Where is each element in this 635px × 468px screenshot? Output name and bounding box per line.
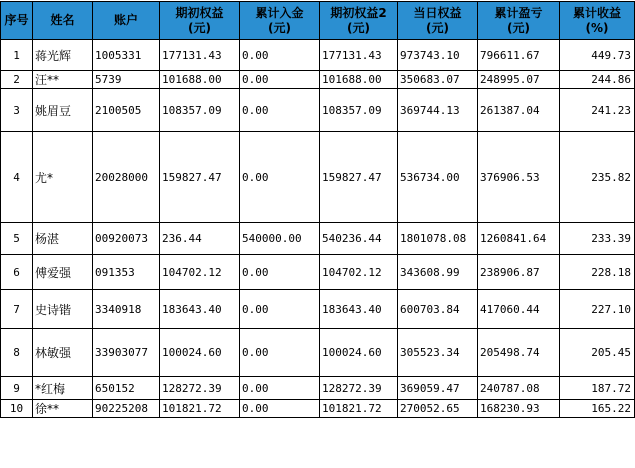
cell-cumulative-return: 244.86 bbox=[560, 71, 635, 89]
cell-cumulative-deposit: 0.00 bbox=[240, 290, 320, 329]
cell-name: 林敏强 bbox=[33, 329, 93, 377]
cell-account: 90225208 bbox=[93, 400, 160, 418]
header-cumulative-pnl: 累计盈亏 (元) bbox=[478, 2, 560, 40]
cell-account: 20028000 bbox=[93, 132, 160, 223]
table-row bbox=[1, 329, 635, 377]
cell-initial-equity-2: 159827.47 bbox=[320, 132, 398, 223]
cell-cumulative-deposit: 0.00 bbox=[240, 89, 320, 132]
cell-account: 00920073 bbox=[93, 223, 160, 255]
cell-name: 蒋光辉 bbox=[33, 40, 93, 71]
cell-initial-equity: 236.44 bbox=[160, 223, 240, 255]
cell-account: 3340918 bbox=[93, 290, 160, 329]
cell-seq: 4 bbox=[1, 132, 33, 223]
cell-daily-equity: 343608.99 bbox=[398, 255, 478, 290]
cell-cumulative-pnl: 240787.08 bbox=[478, 377, 560, 400]
cell-initial-equity-2: 100024.60 bbox=[320, 329, 398, 377]
cell-name: 史诗锴 bbox=[33, 290, 93, 329]
cell-cumulative-return: 449.73 bbox=[560, 40, 635, 71]
cell-seq: 2 bbox=[1, 71, 33, 89]
cell-cumulative-return: 233.39 bbox=[560, 223, 635, 255]
header-row bbox=[1, 2, 635, 40]
table-row bbox=[1, 377, 635, 400]
cell-initial-equity: 101688.00 bbox=[160, 71, 240, 89]
cell-initial-equity: 100024.60 bbox=[160, 329, 240, 377]
cell-cumulative-pnl: 238906.87 bbox=[478, 255, 560, 290]
cell-name: 徐** bbox=[33, 400, 93, 418]
table-row bbox=[1, 223, 635, 255]
cell-account: 2100505 bbox=[93, 89, 160, 132]
cell-cumulative-pnl: 168230.93 bbox=[478, 400, 560, 418]
cell-cumulative-return: 227.10 bbox=[560, 290, 635, 329]
cell-name: 尤* bbox=[33, 132, 93, 223]
cell-initial-equity: 183643.40 bbox=[160, 290, 240, 329]
cell-cumulative-pnl: 376906.53 bbox=[478, 132, 560, 223]
cell-initial-equity-2: 177131.43 bbox=[320, 40, 398, 71]
cell-daily-equity: 305523.34 bbox=[398, 329, 478, 377]
header-initial-equity: 期初权益 (元) bbox=[160, 2, 240, 40]
header-name: 姓名 bbox=[33, 2, 93, 40]
cell-initial-equity-2: 101688.00 bbox=[320, 71, 398, 89]
cell-name: *红梅 bbox=[33, 377, 93, 400]
cell-cumulative-pnl: 205498.74 bbox=[478, 329, 560, 377]
cell-cumulative-pnl: 417060.44 bbox=[478, 290, 560, 329]
cell-initial-equity: 108357.09 bbox=[160, 89, 240, 132]
cell-initial-equity-2: 183643.40 bbox=[320, 290, 398, 329]
table-row bbox=[1, 71, 635, 89]
table-row bbox=[1, 132, 635, 223]
cell-seq: 6 bbox=[1, 255, 33, 290]
header-seq: 序号 bbox=[1, 2, 33, 40]
cell-seq: 7 bbox=[1, 290, 33, 329]
cell-name: 杨湛 bbox=[33, 223, 93, 255]
cell-daily-equity: 350683.07 bbox=[398, 71, 478, 89]
header-initial-equity-2: 期初权益2 (元) bbox=[320, 2, 398, 40]
cell-cumulative-pnl: 1260841.64 bbox=[478, 223, 560, 255]
cell-cumulative-return: 241.23 bbox=[560, 89, 635, 132]
cell-daily-equity: 369744.13 bbox=[398, 89, 478, 132]
cell-daily-equity: 270052.65 bbox=[398, 400, 478, 418]
cell-cumulative-deposit: 0.00 bbox=[240, 329, 320, 377]
cell-cumulative-deposit: 0.00 bbox=[240, 377, 320, 400]
cell-daily-equity: 536734.00 bbox=[398, 132, 478, 223]
cell-initial-equity-2: 101821.72 bbox=[320, 400, 398, 418]
cell-cumulative-deposit: 0.00 bbox=[240, 400, 320, 418]
cell-account: 091353 bbox=[93, 255, 160, 290]
cell-initial-equity-2: 540236.44 bbox=[320, 223, 398, 255]
cell-cumulative-pnl: 248995.07 bbox=[478, 71, 560, 89]
cell-seq: 1 bbox=[1, 40, 33, 71]
cell-cumulative-deposit: 540000.00 bbox=[240, 223, 320, 255]
cell-initial-equity-2: 104702.12 bbox=[320, 255, 398, 290]
header-cumulative-return: 累计收益 (%) bbox=[560, 2, 635, 40]
header-cumulative-deposit: 累计入金 (元) bbox=[240, 2, 320, 40]
cell-name: 姚眉豆 bbox=[33, 89, 93, 132]
cell-cumulative-deposit: 0.00 bbox=[240, 132, 320, 223]
cell-cumulative-return: 187.72 bbox=[560, 377, 635, 400]
cell-seq: 8 bbox=[1, 329, 33, 377]
cell-cumulative-pnl: 796611.67 bbox=[478, 40, 560, 71]
cell-seq: 3 bbox=[1, 89, 33, 132]
cell-initial-equity: 101821.72 bbox=[160, 400, 240, 418]
cell-cumulative-return: 165.22 bbox=[560, 400, 635, 418]
cell-daily-equity: 600703.84 bbox=[398, 290, 478, 329]
cell-initial-equity: 177131.43 bbox=[160, 40, 240, 71]
cell-cumulative-return: 205.45 bbox=[560, 329, 635, 377]
header-account: 账户 bbox=[93, 2, 160, 40]
table-row bbox=[1, 400, 635, 418]
cell-cumulative-deposit: 0.00 bbox=[240, 255, 320, 290]
cell-account: 5739 bbox=[93, 71, 160, 89]
cell-name: 汪** bbox=[33, 71, 93, 89]
cell-daily-equity: 1801078.08 bbox=[398, 223, 478, 255]
cell-cumulative-deposit: 0.00 bbox=[240, 40, 320, 71]
table-row bbox=[1, 40, 635, 71]
cell-account: 1005331 bbox=[93, 40, 160, 71]
cell-name: 傅爱强 bbox=[33, 255, 93, 290]
cell-seq: 5 bbox=[1, 223, 33, 255]
table-row bbox=[1, 89, 635, 132]
header-daily-equity: 当日权益 (元) bbox=[398, 2, 478, 40]
cell-initial-equity: 159827.47 bbox=[160, 132, 240, 223]
cell-cumulative-return: 228.18 bbox=[560, 255, 635, 290]
cell-seq: 9 bbox=[1, 377, 33, 400]
cell-cumulative-return: 235.82 bbox=[560, 132, 635, 223]
cell-initial-equity: 128272.39 bbox=[160, 377, 240, 400]
cell-account: 650152 bbox=[93, 377, 160, 400]
cell-cumulative-pnl: 261387.04 bbox=[478, 89, 560, 132]
cell-initial-equity-2: 108357.09 bbox=[320, 89, 398, 132]
cell-seq: 10 bbox=[1, 400, 33, 418]
cell-daily-equity: 973743.10 bbox=[398, 40, 478, 71]
cell-account: 33903077 bbox=[93, 329, 160, 377]
cell-cumulative-deposit: 0.00 bbox=[240, 71, 320, 89]
table-row bbox=[1, 290, 635, 329]
cell-initial-equity-2: 128272.39 bbox=[320, 377, 398, 400]
table-row bbox=[1, 255, 635, 290]
ranking-table bbox=[0, 1, 635, 418]
cell-initial-equity: 104702.12 bbox=[160, 255, 240, 290]
cell-daily-equity: 369059.47 bbox=[398, 377, 478, 400]
